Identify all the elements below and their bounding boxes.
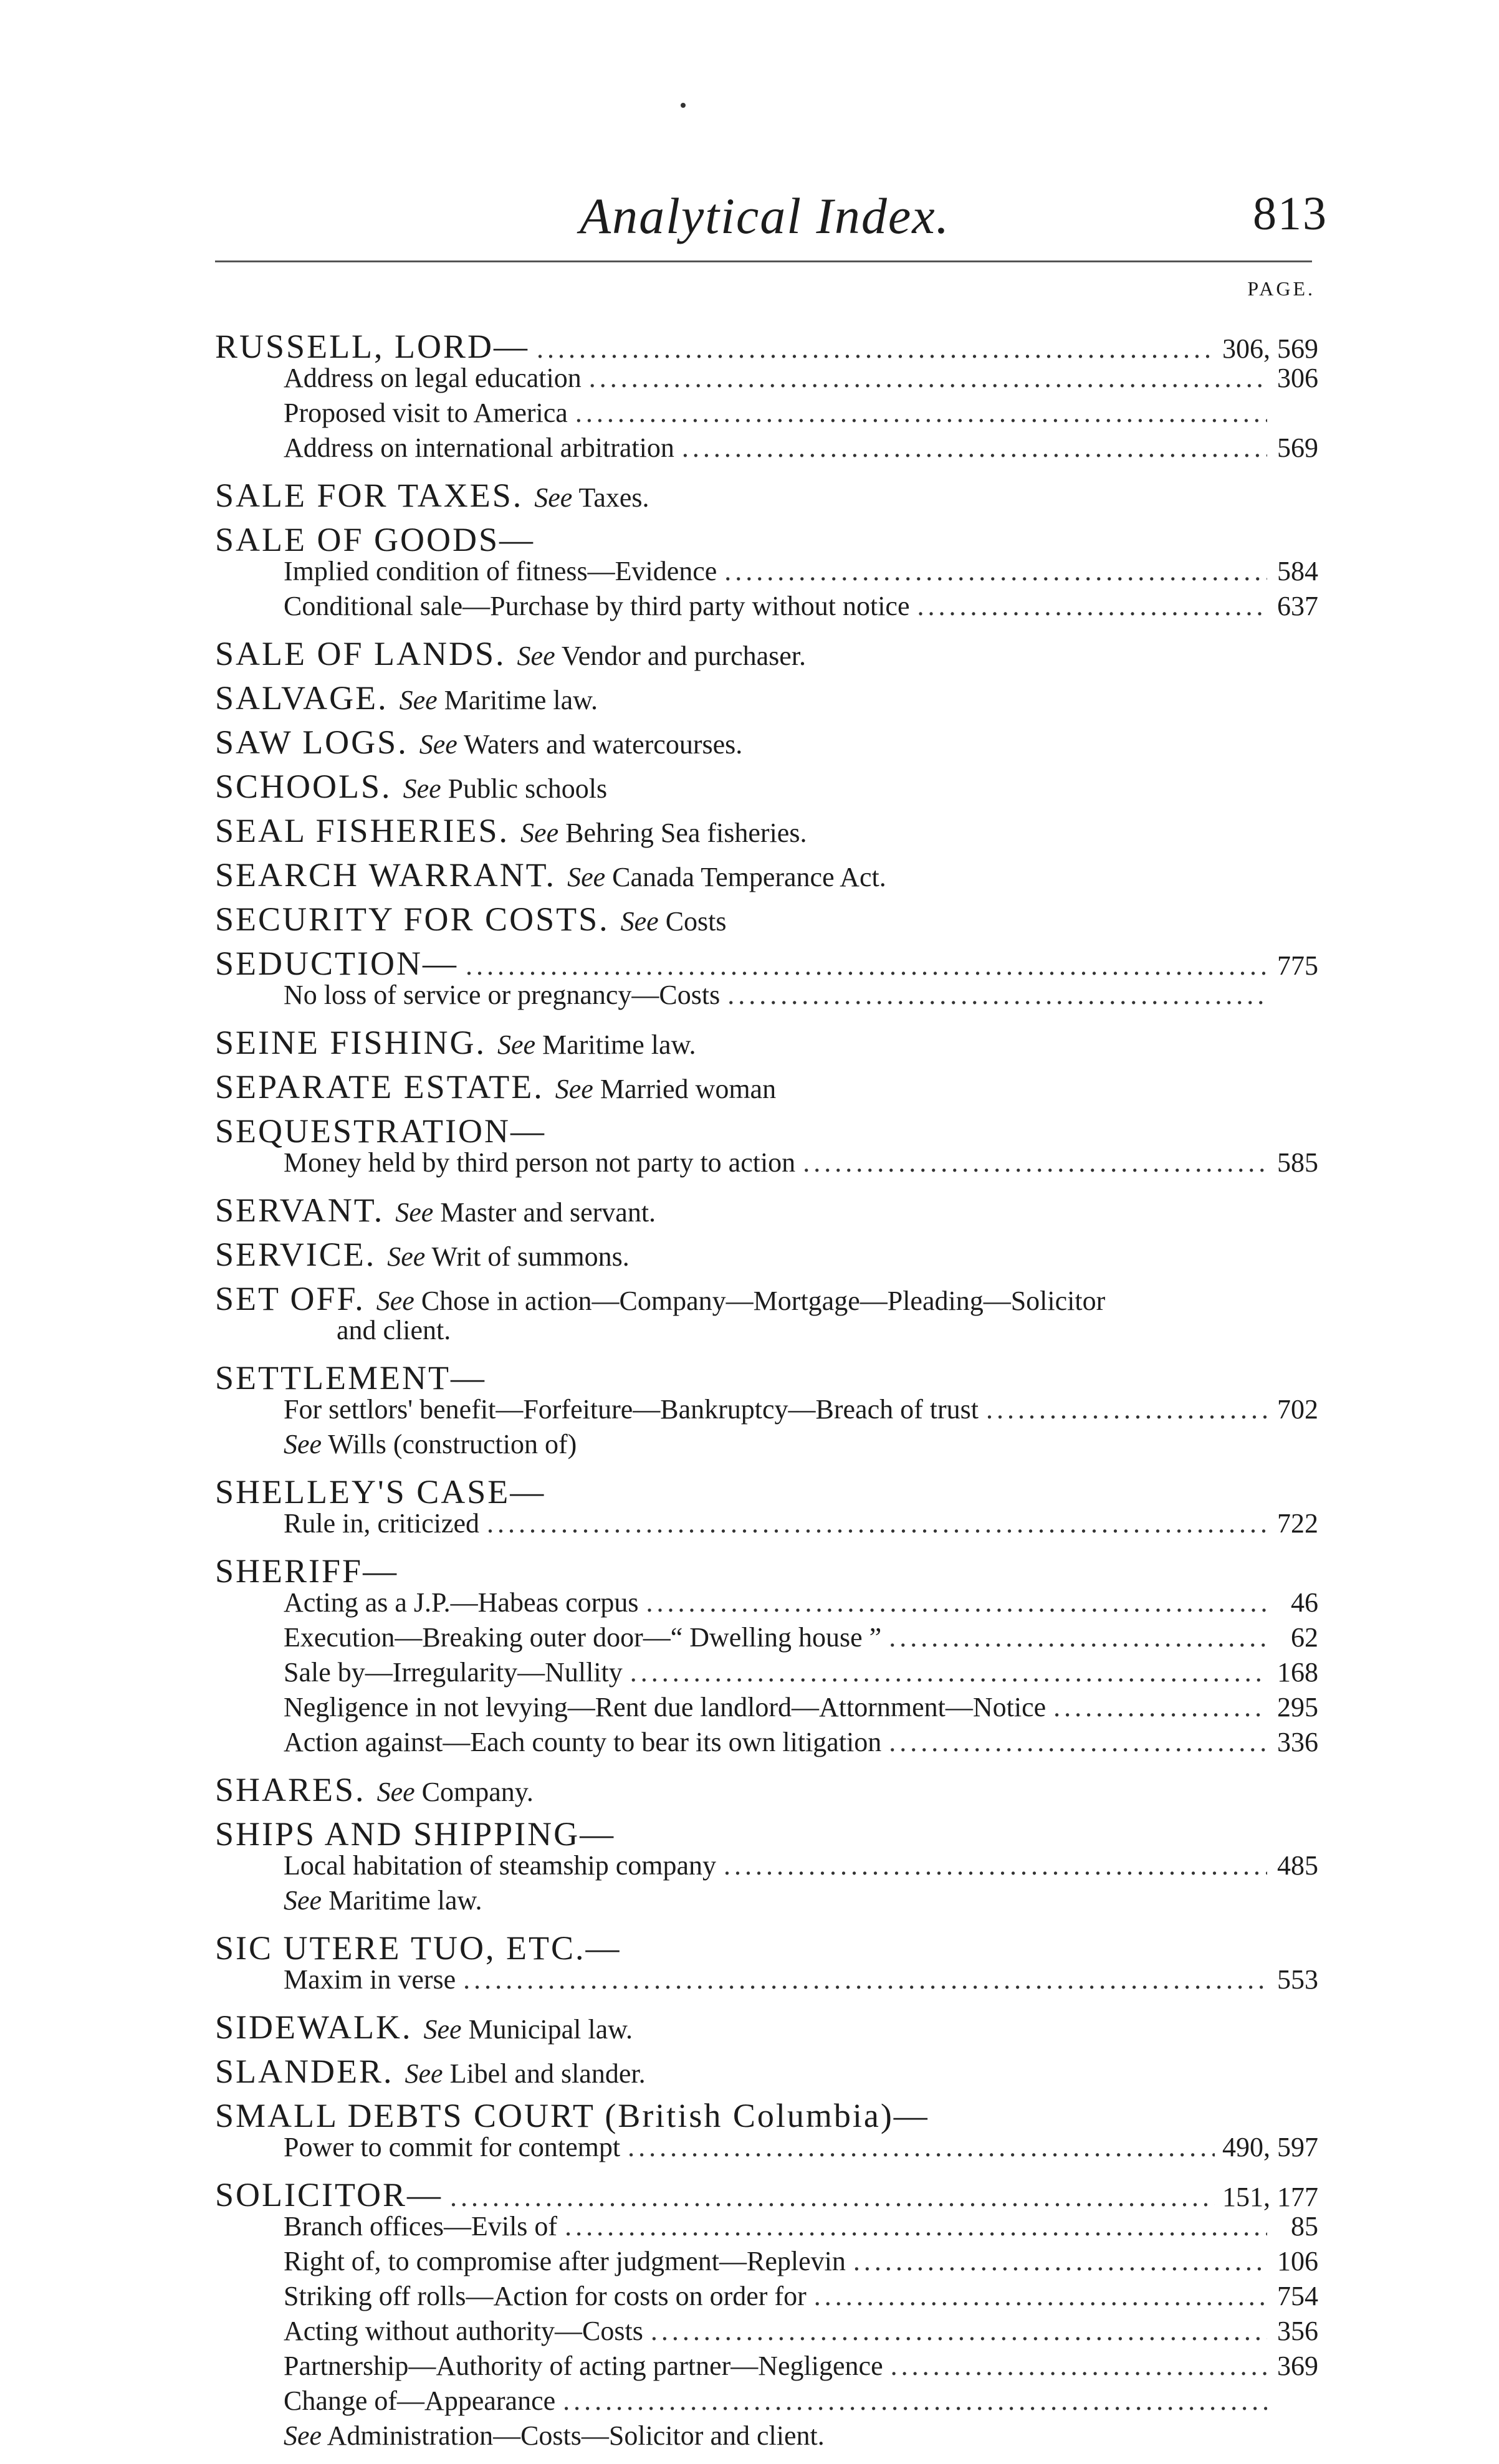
entry-heading-line [215, 1359, 1318, 1397]
see-reference-word: See [520, 818, 559, 848]
subentry-line [215, 2210, 1318, 2245]
page-reference: 62 [1291, 1622, 1318, 1653]
see-reference-word: See [423, 2014, 462, 2045]
see-reference-word: See [405, 2058, 443, 2089]
leader-dots [889, 1621, 1267, 1653]
subentry-text: Acting as a J.P.—Habeas corpus [284, 1587, 639, 1618]
entry-heading-line [215, 2096, 1318, 2134]
subentry-line [215, 555, 1318, 590]
entry-heading: SHELLEY'S CASE— [215, 1473, 546, 1511]
leader-dots [853, 2245, 1267, 2277]
cross-reference [555, 1073, 776, 1105]
index-entry [215, 2096, 1318, 2166]
cross-reference-target: Chose in action—Company—Mortgage—Pleading—Solicitor [421, 1286, 1106, 1316]
entry-heading: SAW LOGS. [215, 723, 408, 761]
subentry-line [215, 1147, 1318, 1182]
entry-heading-line [215, 476, 1318, 514]
page-reference: 585 [1277, 1147, 1318, 1178]
subentry-text: Address on legal education [284, 363, 582, 393]
entry-heading: SERVICE. [215, 1236, 376, 1273]
entry-heading: SETTLEMENT— [215, 1359, 486, 1397]
entry-heading: SEDUCTION— [215, 945, 458, 982]
index-entry [215, 1235, 1318, 1273]
index-entry [215, 767, 1318, 805]
entry-heading-line [215, 900, 1318, 938]
subentry-line [215, 590, 1318, 625]
leader-dots [724, 1850, 1267, 1881]
entry-heading-line [215, 634, 1318, 672]
see-reference-word: See [403, 773, 441, 804]
cross-reference [405, 2058, 646, 2089]
cross-reference-target: Maritime law. [328, 1885, 482, 1916]
index-entry [215, 476, 1318, 514]
see-reference-word: See [534, 482, 573, 513]
subentry-line [215, 1964, 1318, 1998]
cross-reference-target: Costs [665, 906, 727, 937]
entry-heading: SEAL FISHERIES. [215, 812, 510, 849]
subentry-line [215, 2280, 1318, 2315]
entry-heading-line [215, 1235, 1318, 1273]
entry-heading: SECURITY FOR COSTS. [215, 900, 610, 938]
subentry-line [215, 1507, 1318, 1542]
entry-heading: SALE FOR TAXES. [215, 477, 524, 514]
entry-heading-line [215, 679, 1318, 717]
subentry-text: Change of—Appearance [284, 2385, 556, 2416]
cross-reference [284, 1884, 482, 1916]
index-entry [215, 1023, 1318, 1061]
leader-dots [630, 1656, 1267, 1688]
subentry-text: Right of, to compromise after judgment—Replevin [284, 2246, 846, 2276]
leader-dots [466, 950, 1267, 981]
cross-reference [520, 817, 807, 849]
subentry-line [215, 2420, 1318, 2455]
entry-heading-line [215, 520, 1318, 558]
page-reference: 775 [1277, 950, 1318, 981]
entry-heading-line [215, 2008, 1318, 2046]
entry-heading: SALVAGE. [215, 679, 388, 717]
subentry-line [215, 1656, 1318, 1691]
leader-dots [682, 432, 1267, 464]
cross-reference-target: Master and servant. [440, 1197, 656, 1228]
index-entry [215, 634, 1318, 672]
subentry-text: Address on international arbitration [284, 432, 674, 463]
subentry-line [215, 979, 1318, 1014]
subentry-text: Striking off rolls—Action for costs on order for [284, 2281, 807, 2311]
index-entries [215, 327, 1318, 2464]
index-entry [215, 856, 1318, 894]
subentry-text: Conditional sale—Purchase by third party without notice [284, 591, 910, 621]
page-reference: 369 [1277, 2351, 1318, 2381]
subentry-line [215, 1691, 1318, 1726]
entry-heading-line [215, 2175, 1318, 2213]
cross-reference [567, 861, 886, 893]
cross-reference-target: and client. [337, 1315, 451, 1345]
subentry-line [215, 1884, 1318, 1919]
see-reference-word: See [399, 685, 438, 715]
index-entry [215, 1279, 1318, 1349]
entry-heading-line [215, 1279, 1318, 1317]
page-reference: 485 [1277, 1850, 1318, 1881]
entry-heading: SALE OF LANDS. [215, 635, 506, 672]
leader-dots [1053, 1691, 1267, 1723]
subentry-text: Power to commit for contempt [284, 2132, 621, 2162]
cross-reference-target: Taxes. [578, 482, 649, 513]
see-reference-word: See [555, 1074, 593, 1104]
index-entry [215, 327, 1318, 467]
cross-reference-target: Wills (construction of) [328, 1429, 577, 1459]
page-reference: 637 [1277, 591, 1318, 621]
page-reference: 151, 177 [1222, 2182, 1318, 2212]
cross-reference-target: Behring Sea fisheries. [565, 818, 807, 848]
index-entry [215, 679, 1318, 717]
subentry-line [215, 432, 1318, 467]
cross-reference-target: Canada Temperance Act. [612, 862, 886, 892]
subentry-line [215, 362, 1318, 397]
cross-reference [517, 640, 806, 672]
subentry-text: No loss of service or pregnancy—Costs [284, 980, 721, 1010]
page-reference: 553 [1277, 1964, 1318, 1995]
subentry-text: Execution—Breaking outer door—“ Dwelling house ” [284, 1622, 882, 1653]
see-reference-word: See [497, 1029, 536, 1060]
cross-reference-target: Libel and slander. [449, 2058, 646, 2089]
entry-heading-line [215, 2052, 1318, 2090]
page-reference: 754 [1277, 2281, 1318, 2311]
leader-dots [563, 2385, 1267, 2417]
entry-heading-line [215, 1191, 1318, 1229]
see-reference-word: See [620, 906, 659, 937]
cross-reference-target: Maritime law. [542, 1029, 696, 1060]
cross-reference [403, 773, 608, 805]
cross-reference-target: Company. [421, 1777, 534, 1807]
subentry-text: Acting without authority—Costs [284, 2316, 643, 2346]
leader-dots [651, 2315, 1267, 2347]
entry-heading: SALE OF GOODS— [215, 521, 535, 558]
page-number: 813 [1253, 188, 1328, 240]
see-reference-word: See [284, 2420, 322, 2451]
see-reference-word: See [284, 1885, 322, 1916]
index-entry [215, 1815, 1318, 1919]
entry-heading: RUSSELL, LORD— [215, 328, 530, 365]
subentry-text: Maxim in verse [284, 1964, 456, 1995]
subentry-line [215, 397, 1318, 432]
index-entry [215, 944, 1318, 1014]
index-entry [215, 2175, 1318, 2455]
subentry-text: Negligence in not levying—Rent due landlord—Attornment—Notice [284, 1692, 1046, 1722]
leader-dots [917, 590, 1267, 622]
subentry-text: For settlors' benefit—Forfeiture—Bankruptcy—Breach of trust [284, 1394, 979, 1425]
page-reference: 85 [1291, 2211, 1318, 2242]
see-reference-word: See [517, 641, 555, 671]
cross-reference [377, 1776, 534, 1808]
entry-heading: SEARCH WARRANT. [215, 856, 557, 894]
cross-reference [284, 2420, 825, 2452]
entry-heading-line [215, 811, 1318, 849]
page-reference: 722 [1277, 1508, 1318, 1539]
index-entry [215, 1552, 1318, 1761]
page-reference: 356 [1277, 2316, 1318, 2346]
entry-heading-line [215, 1473, 1318, 1511]
leader-dots [803, 1147, 1267, 1178]
entry-heading: SET OFF. [215, 1280, 365, 1317]
entry-heading: SOLICITOR— [215, 2176, 443, 2213]
subentry-line [215, 2131, 1318, 2166]
leader-dots [537, 333, 1215, 365]
page-reference: 168 [1277, 1657, 1318, 1688]
entry-heading: SEPARATE ESTATE. [215, 1068, 544, 1105]
leader-dots [463, 1964, 1267, 1995]
leader-dots [889, 1726, 1267, 1758]
leader-dots [814, 2280, 1267, 2312]
leader-dots [575, 397, 1267, 429]
cross-reference-target: Waters and watercourses. [464, 729, 743, 760]
leader-dots [487, 1507, 1267, 1539]
page-reference: 336 [1277, 1727, 1318, 1757]
entry-heading: SHIPS AND SHIPPING— [215, 1815, 616, 1853]
index-entry [215, 2008, 1318, 2046]
cross-reference [534, 482, 649, 513]
cross-reference [423, 2013, 633, 2045]
leader-dots [986, 1393, 1267, 1425]
entry-heading-line [215, 1815, 1318, 1853]
entry-heading: SHARES. [215, 1771, 366, 1808]
page-reference: 702 [1277, 1394, 1318, 1425]
index-entry [215, 811, 1318, 849]
subentry-text: Sale by—Irregularity—Nullity [284, 1657, 623, 1688]
entry-heading-line [215, 944, 1318, 982]
entry-heading: SIC UTERE TUO, ETC.— [215, 1929, 621, 1967]
subentry-line [215, 1726, 1318, 1761]
entry-heading-line [215, 327, 1318, 365]
page-reference: 306, 569 [1222, 333, 1318, 364]
leader-dots [628, 2131, 1215, 2163]
see-reference-word: See [376, 1286, 414, 1316]
index-entry [215, 723, 1318, 761]
subentry-line [215, 2315, 1318, 2350]
entry-heading-line [215, 1552, 1318, 1590]
index-entry [215, 1473, 1318, 1542]
subentry-text: Local habitation of steamship company [284, 1850, 717, 1881]
subentry-line [215, 1393, 1318, 1428]
page-reference: 569 [1277, 432, 1318, 463]
header-rule [215, 260, 1312, 262]
entry-heading-line [215, 1023, 1318, 1061]
subentry-line [215, 2385, 1318, 2420]
subentry-line [215, 2350, 1318, 2385]
entry-heading: SLANDER. [215, 2053, 394, 2090]
index-entry [215, 520, 1318, 625]
subentry-line [215, 1850, 1318, 1884]
cross-reference-target: Administration—Costs—Solicitor and client. [327, 2420, 825, 2451]
subentry-text: Branch offices—Evils of [284, 2211, 558, 2242]
subentry-text: Partnership—Authority of acting partner—Negligence [284, 2351, 883, 2381]
index-entry [215, 1067, 1318, 1105]
subentry-line [215, 1621, 1318, 1656]
cross-reference [497, 1029, 696, 1061]
page-reference: 295 [1277, 1692, 1318, 1722]
running-title: Analytical Index. [580, 188, 951, 244]
index-entry [215, 1112, 1318, 1182]
index-entry [215, 1929, 1318, 1998]
page-reference: 106 [1277, 2246, 1318, 2276]
entry-heading: SEQUESTRATION— [215, 1112, 547, 1150]
cross-reference-continuation [215, 1314, 1318, 1349]
subentry-text: Money held by third person not party to action [284, 1147, 796, 1178]
page-reference: 306 [1277, 363, 1318, 393]
cross-reference-target: Vendor and purchaser. [561, 641, 807, 671]
entry-heading: SHERIFF— [215, 1552, 399, 1590]
see-reference-word: See [567, 862, 606, 892]
subentry-text: Proposed visit to America [284, 398, 568, 428]
leader-dots [727, 979, 1267, 1011]
page-column-label: PAGE. [1247, 277, 1315, 300]
see-reference-word: See [395, 1197, 434, 1228]
leader-dots [724, 555, 1267, 587]
leader-dots [565, 2210, 1267, 2242]
cross-reference [400, 684, 598, 716]
cross-reference [387, 1241, 630, 1273]
index-entry [215, 1770, 1318, 1808]
index-entry [215, 900, 1318, 938]
index-entry [215, 2052, 1318, 2090]
page-reference: 46 [1291, 1587, 1318, 1618]
index-entry [215, 1359, 1318, 1463]
cross-reference [376, 1285, 1105, 1317]
index-entry [215, 1191, 1318, 1229]
cross-reference-target: Writ of summons. [431, 1241, 630, 1272]
entry-heading: SMALL DEBTS COURT (British Columbia)— [215, 2097, 929, 2134]
subentry-line [215, 1428, 1318, 1463]
ink-speck [681, 103, 686, 108]
entry-heading: SEINE FISHING. [215, 1024, 487, 1061]
subentry-text: Rule in, criticized [284, 1508, 479, 1539]
cross-reference-target: Married woman [600, 1074, 777, 1104]
entry-heading: SERVANT. [215, 1191, 385, 1229]
cross-reference [621, 905, 727, 937]
see-reference-word: See [387, 1241, 426, 1272]
entry-heading-line [215, 1770, 1318, 1808]
see-reference-word: See [419, 729, 457, 760]
page-reference: 490, 597 [1222, 2132, 1318, 2162]
subentry-line [215, 2245, 1318, 2280]
page-reference: 584 [1277, 556, 1318, 586]
entry-heading-line [215, 723, 1318, 761]
cross-reference [284, 1428, 577, 1460]
cross-reference [419, 728, 743, 760]
subentry-text: Implied condition of fitness—Evidence [284, 556, 717, 586]
see-reference-word: See [284, 1429, 322, 1459]
entry-heading-line [215, 767, 1318, 805]
entry-heading-line [215, 1112, 1318, 1150]
entry-heading: SIDEWALK. [215, 2008, 413, 2046]
cross-reference-target: Public schools [448, 773, 608, 804]
cross-reference-target: Maritime law. [444, 685, 598, 715]
entry-heading-line [215, 856, 1318, 894]
leader-dots [589, 362, 1267, 394]
leader-dots [646, 1587, 1267, 1618]
leader-dots [450, 2181, 1215, 2213]
cross-reference [395, 1196, 656, 1228]
leader-dots [891, 2350, 1267, 2382]
entry-heading: SCHOOLS. [215, 768, 392, 805]
entry-heading-line [215, 1067, 1318, 1105]
subentry-line [215, 1587, 1318, 1621]
entry-heading-line [215, 1929, 1318, 1967]
see-reference-word: See [376, 1777, 415, 1807]
subentry-text: Action against—Each county to bear its own litigation [284, 1727, 882, 1757]
cross-reference-target: Municipal law. [468, 2014, 633, 2045]
